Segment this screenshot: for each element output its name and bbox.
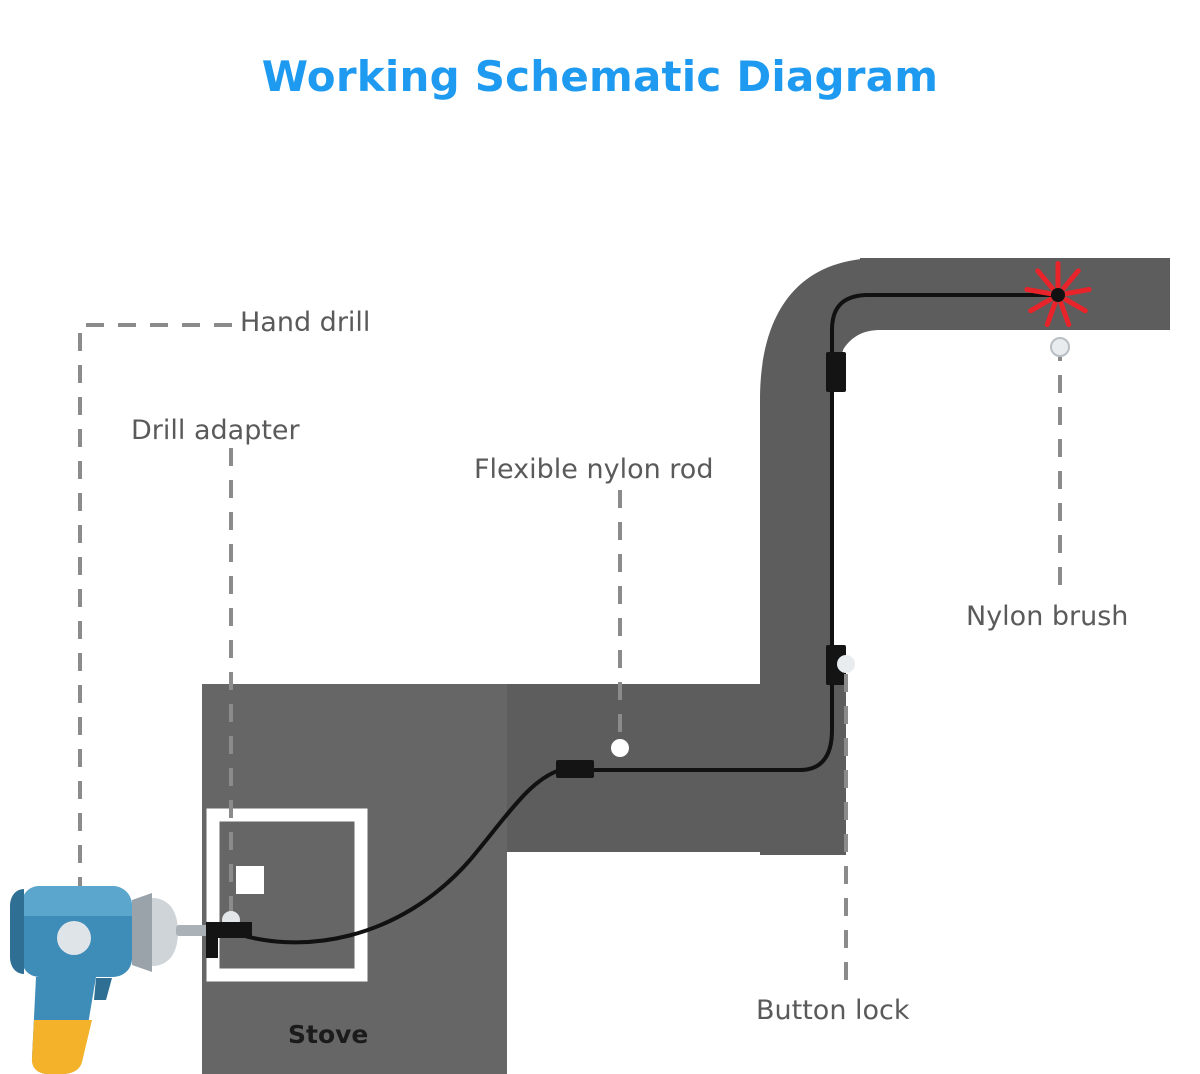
- label-flexible-nylon-rod: Flexible nylon rod: [474, 454, 714, 485]
- label-nylon-brush: Nylon brush: [966, 601, 1129, 632]
- page-title: Working Schematic Diagram: [261, 52, 939, 101]
- stove-body: [202, 684, 507, 1074]
- hand-drill-icon: [10, 886, 218, 1074]
- label-drill-adapter: Drill adapter: [131, 415, 300, 446]
- label-hand-drill: Hand drill: [240, 307, 371, 338]
- label-button-lock: Button lock: [756, 995, 910, 1026]
- exhaust-duct: [507, 258, 1170, 855]
- label-stove: Stove: [288, 1020, 369, 1049]
